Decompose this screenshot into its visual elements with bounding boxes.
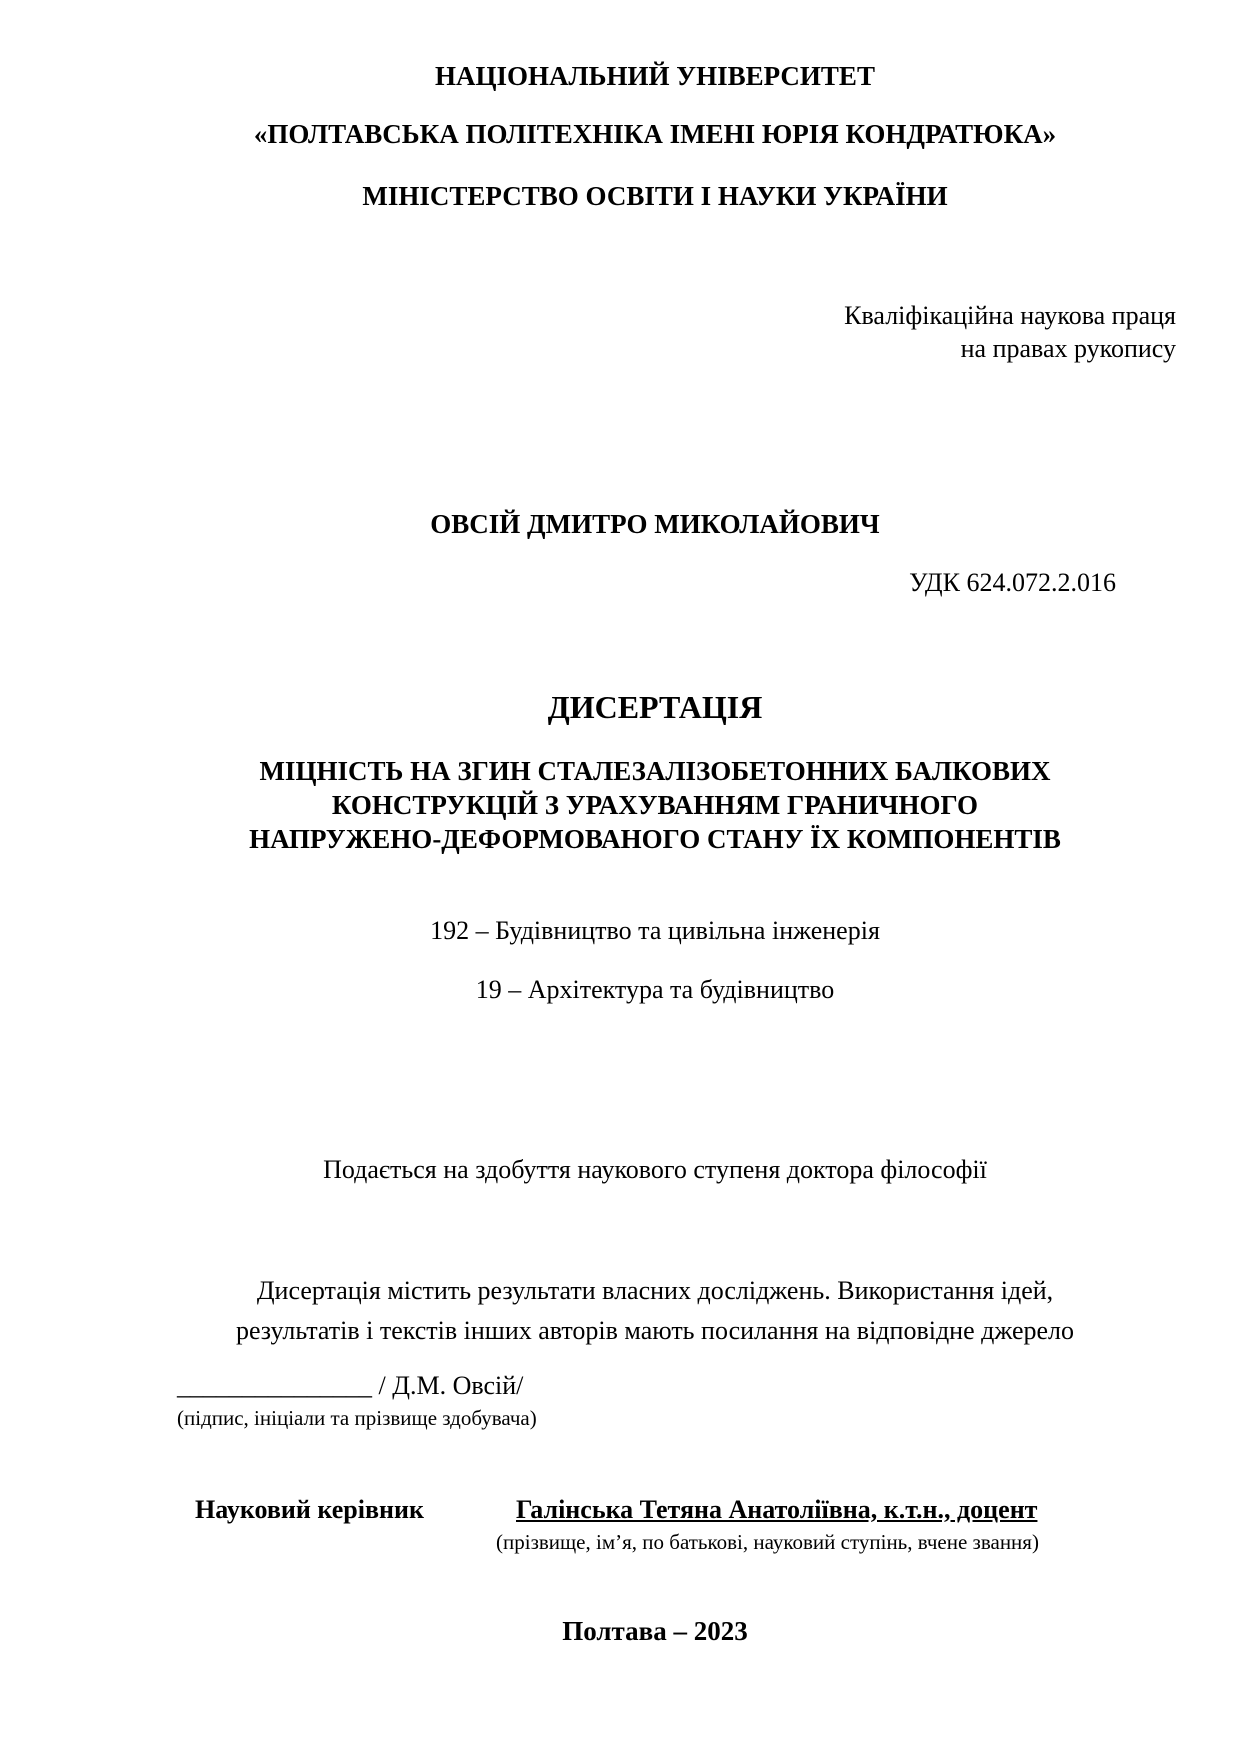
place-year: Полтава – 2023: [562, 1616, 748, 1646]
signature-caption: (підпис, ініціали та прізвище здобувача): [177, 1406, 537, 1430]
manuscript-note-2: на правах рукопису: [960, 334, 1176, 363]
title-line: МІЦНІСТЬ НА ЗГИН СТАЛЕЗАЛІЗОБЕТОННИХ БАЛКОВИХ: [259, 756, 1051, 786]
university-name: НАЦІОНАЛЬНИЙ УНІВЕРСИТЕТ: [435, 61, 875, 91]
dissertation-title: [140, 754, 1170, 856]
specialty: 192 – Будівництво та цивільна інженерія: [430, 916, 880, 945]
supervisor-label: Науковий керівник: [195, 1495, 424, 1524]
udc-code: УДК 624.072.2.016: [909, 568, 1116, 597]
university-full-name: «ПОЛТАВСЬКА ПОЛІТЕХНІКА ІМЕНІ ЮРІЯ КОНДРАТЮКА»: [253, 119, 1057, 149]
field-of-knowledge: 19 – Архітектура та будівництво: [475, 975, 835, 1004]
originality-statement: [140, 1271, 1170, 1351]
manuscript-note-1: Кваліфікаційна наукова праця: [844, 301, 1176, 330]
title-line: КОНСТРУКЦІЙ З УРАХУВАННЯМ ГРАНИЧНОГО: [331, 790, 979, 820]
statement-line: результатів і текстів інших авторів мають посилання на відповідне джерело: [235, 1316, 1075, 1345]
degree-statement: Подається на здобуття наукового ступеня доктора філософії: [323, 1155, 987, 1184]
ministry-name: МІНІСТЕРСТВО ОСВІТИ І НАУКИ УКРАЇНИ: [362, 181, 948, 211]
signature-line: _______________ / Д.М. Овсій/: [177, 1371, 524, 1400]
supervisor-name: Галінська Тетяна Анатоліївна, к.т.н., доцент: [516, 1495, 1038, 1524]
title-line: НАПРУЖЕНО-ДЕФОРМОВАНОГО СТАНУ ЇХ КОМПОНЕНТІВ: [249, 824, 1061, 854]
supervisor-caption: (прізвище, ім’я, по батькові, науковий ступінь, вчене звання): [496, 1530, 1039, 1554]
statement-line: Дисертація містить результати власних досліджень. Використання ідей,: [256, 1276, 1054, 1305]
author-name: ОВСІЙ ДМИТРО МИКОЛАЙОВИЧ: [430, 509, 880, 539]
document-type: ДИСЕРТАЦІЯ: [547, 689, 763, 725]
